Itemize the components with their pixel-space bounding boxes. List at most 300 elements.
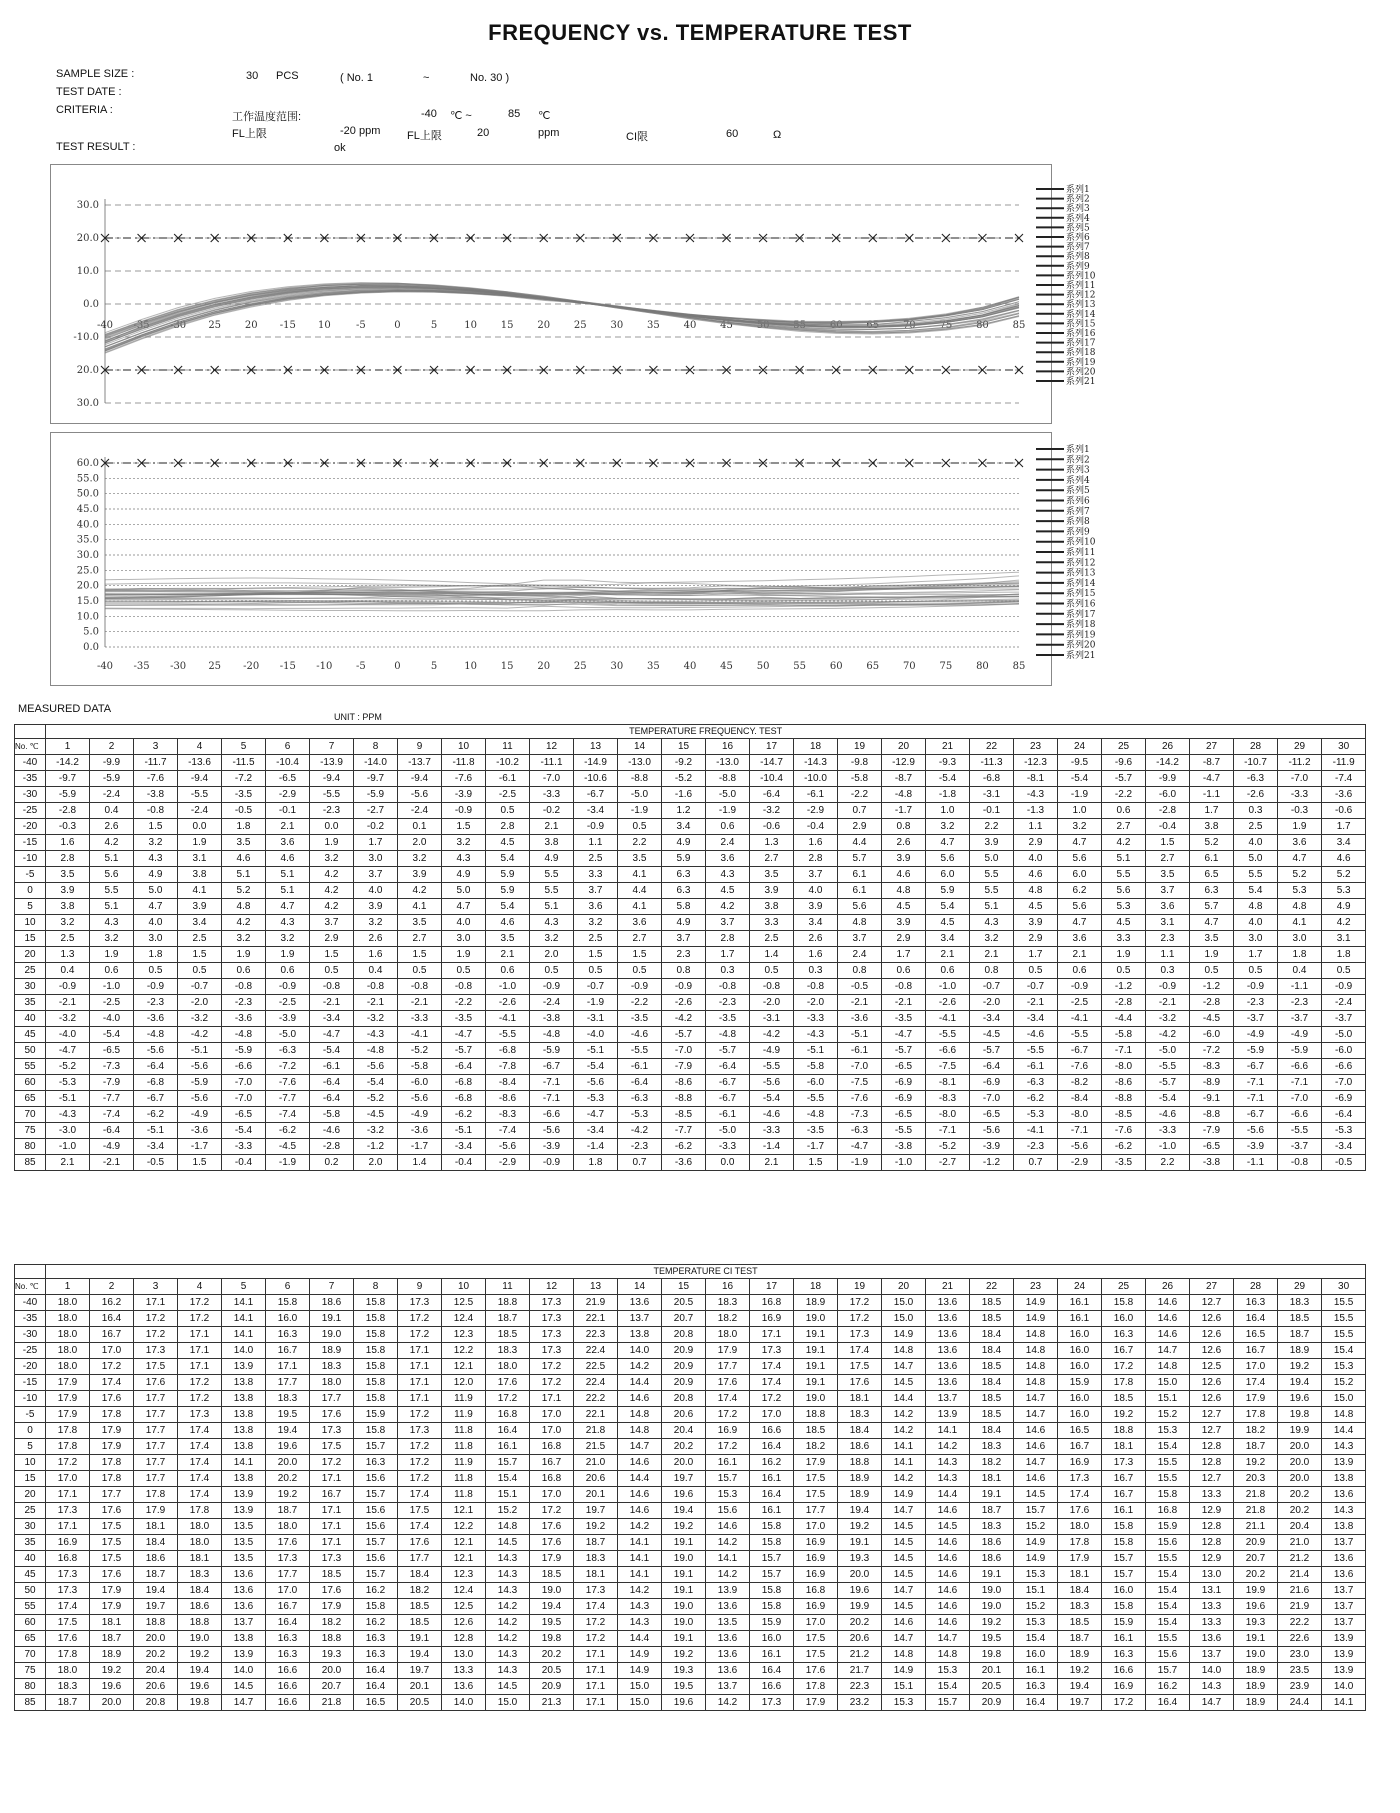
table-cell: -1.0 (90, 979, 134, 995)
table-cell: -2.4 (1322, 995, 1366, 1011)
table-cell: 14.4 (926, 1487, 970, 1503)
table-cell: 17.4 (46, 1599, 90, 1615)
table-cell: 18.2 (398, 1583, 442, 1599)
table-cell: 18.5 (1278, 1311, 1322, 1327)
table-cell: 19.1 (794, 1359, 838, 1375)
table-cell: 17.7 (134, 1471, 178, 1487)
table-cell: 20.8 (662, 1327, 706, 1343)
table-cell: 18.7 (970, 1503, 1014, 1519)
table-cell: -0.9 (618, 979, 662, 995)
table-cell: -3.1 (970, 787, 1014, 803)
table-cell: 3.5 (46, 867, 90, 883)
table-cell: 13.9 (1322, 1455, 1366, 1471)
table-cell: 0.7 (618, 1155, 662, 1171)
table-cell: 3.9 (398, 867, 442, 883)
table-cell: 4.3 (266, 915, 310, 931)
table-cell: 18.2 (1234, 1423, 1278, 1439)
table-cell: 15.9 (1058, 1375, 1102, 1391)
table-cell: 18.4 (970, 1375, 1014, 1391)
column-header: 14 (618, 1279, 662, 1295)
table-cell: 16.4 (354, 1663, 398, 1679)
table-cell: 19.5 (662, 1679, 706, 1695)
table-cell: -5.6 (1058, 1139, 1102, 1155)
table-cell: 5.1 (90, 899, 134, 915)
series-11-line (105, 285, 1019, 338)
table-cell: 17.5 (794, 1487, 838, 1503)
column-header: 29 (1278, 1279, 1322, 1295)
table-cell: 16.3 (1014, 1679, 1058, 1695)
table-cell: 20.5 (662, 1295, 706, 1311)
table-cell: 20.0 (90, 1695, 134, 1711)
table-cell: 15.6 (1146, 1647, 1190, 1663)
table-cell: 14.2 (618, 1359, 662, 1375)
table-cell: 5.4 (1234, 883, 1278, 899)
legend-entry: 系列3 (1066, 465, 1090, 476)
table-cell: -3.9 (266, 1011, 310, 1027)
table-cell: 15.8 (354, 1311, 398, 1327)
table-cell: -4.6 (750, 1107, 794, 1123)
row-temperature: 10 (15, 915, 46, 931)
column-header: 1 (46, 1279, 90, 1295)
table-row (15, 1679, 1366, 1695)
table-cell: -6.4 (706, 1059, 750, 1075)
table-cell: 13.7 (1322, 1599, 1366, 1615)
table-cell: 14.1 (618, 1535, 662, 1551)
table-cell: -3.3 (750, 1123, 794, 1139)
table-cell: -2.3 (1234, 995, 1278, 1011)
column-header: 23 (1014, 1279, 1058, 1295)
table-cell: -6.5 (1190, 1139, 1234, 1155)
table-cell: 20.9 (1234, 1535, 1278, 1551)
x-tick-label: 0 (394, 320, 401, 331)
table-cell: -2.4 (398, 803, 442, 819)
table-cell: 14.5 (882, 1375, 926, 1391)
table-cell: -6.6 (530, 1107, 574, 1123)
table-cell: -5.1 (134, 1123, 178, 1139)
table-cell: -0.8 (882, 979, 926, 995)
y-tick-label: 10.0 (76, 266, 99, 277)
table-cell: 3.7 (354, 867, 398, 883)
table-cell: -2.6 (926, 995, 970, 1011)
table-cell: -9.9 (90, 755, 134, 771)
table-cell: -7.6 (266, 1075, 310, 1091)
table-cell: 13.8 (222, 1423, 266, 1439)
table-cell: 15.7 (750, 1551, 794, 1567)
table-cell: 18.7 (1234, 1439, 1278, 1455)
table-cell: 4.2 (1102, 835, 1146, 851)
table-cell: 18.4 (178, 1583, 222, 1599)
column-header: 4 (178, 1279, 222, 1295)
x-tick-label: 25 (573, 320, 587, 331)
table-cell: 15.5 (1146, 1455, 1190, 1471)
table-cell: 3.5 (398, 915, 442, 931)
table-cell: -7.4 (266, 1107, 310, 1123)
table-cell: 5.4 (926, 899, 970, 915)
table-cell: -8.3 (486, 1107, 530, 1123)
table-cell: 14.1 (882, 1455, 926, 1471)
table-cell: -3.2 (46, 1011, 90, 1027)
table-cell: 16.5 (1058, 1423, 1102, 1439)
table-cell: 18.7 (574, 1535, 618, 1551)
table-cell: 19.0 (662, 1551, 706, 1567)
table-cell: -1.7 (882, 803, 926, 819)
table-cell: 0.5 (486, 803, 530, 819)
table-cell: -5.6 (178, 1059, 222, 1075)
table-cell: 3.9 (1014, 915, 1058, 931)
x-tick-label: 45 (720, 661, 733, 672)
table-cell: 0.6 (222, 963, 266, 979)
table-cell: -5.1 (794, 1043, 838, 1059)
row-temperature: 5 (15, 899, 46, 915)
sample-size-value: 30 (246, 70, 259, 82)
table-cell: -13.0 (706, 755, 750, 771)
table-cell: 16.7 (266, 1343, 310, 1359)
table-cell: 24.4 (1278, 1695, 1322, 1711)
x-tick-label: 40 (683, 320, 697, 331)
table-cell: -5.0 (1322, 1027, 1366, 1043)
table-cell: 17.2 (486, 1391, 530, 1407)
table-cell: -1.2 (354, 1139, 398, 1155)
table-cell: 14.6 (1014, 1471, 1058, 1487)
table-cell: 4.6 (222, 851, 266, 867)
table-cell: 13.3 (1190, 1615, 1234, 1631)
table-cell: 16.2 (90, 1295, 134, 1311)
table-cell: 14.3 (926, 1471, 970, 1487)
table-cell: 3.5 (486, 931, 530, 947)
table-cell: 17.3 (530, 1327, 574, 1343)
table-cell: 5.6 (1058, 851, 1102, 867)
table-caption: TEMPERATURE CI TEST (46, 1265, 1366, 1279)
table-cell: 17.4 (706, 1391, 750, 1407)
x-tick-label: 60 (829, 320, 843, 331)
table-cell: 14.7 (882, 1359, 926, 1375)
row-temperature: -30 (15, 787, 46, 803)
table-cell: 17.6 (486, 1375, 530, 1391)
table-cell: -8.0 (926, 1107, 970, 1123)
table-cell: 19.4 (838, 1503, 882, 1519)
table-cell: 4.5 (882, 899, 926, 915)
table-cell: -3.4 (970, 1011, 1014, 1027)
table-cell: -11.3 (970, 755, 1014, 771)
table-cell: 20.6 (662, 1407, 706, 1423)
table-cell: 14.1 (926, 1423, 970, 1439)
table-cell: 0.3 (1234, 803, 1278, 819)
table-cell: 19.2 (662, 1519, 706, 1535)
table-cell: 15.7 (750, 1567, 794, 1583)
table-cell: 15.6 (706, 1503, 750, 1519)
table-cell: 15.8 (1102, 1519, 1146, 1535)
table-cell: 15.9 (1146, 1519, 1190, 1535)
legend-entry: 系列18 (1066, 620, 1096, 631)
table-cell: 16.0 (1014, 1647, 1058, 1663)
table-cell: 4.7 (926, 835, 970, 851)
table-cell: -6.0 (794, 1075, 838, 1091)
table-cell: -13.9 (310, 755, 354, 771)
table-cell: -2.6 (1234, 787, 1278, 803)
table-cell: 19.2 (1102, 1407, 1146, 1423)
table-cell: 18.1 (970, 1471, 1014, 1487)
table-cell: -8.5 (662, 1107, 706, 1123)
table-cell: -5.1 (838, 1027, 882, 1043)
table-cell: -2.3 (134, 995, 178, 1011)
table-cell: 5.3 (1322, 883, 1366, 899)
table-cell: 13.6 (1190, 1631, 1234, 1647)
table-cell: 17.3 (574, 1583, 618, 1599)
table-cell: 0.2 (310, 1155, 354, 1171)
table-cell: 16.8 (530, 1471, 574, 1487)
table-cell: -5.2 (398, 1043, 442, 1059)
table-cell: 18.3 (1058, 1599, 1102, 1615)
table-cell: 14.4 (618, 1471, 662, 1487)
table-cell: 11.9 (442, 1391, 486, 1407)
table-cell: 6.3 (662, 867, 706, 883)
table-cell: 19.0 (662, 1599, 706, 1615)
table-cell: 16.4 (1146, 1695, 1190, 1711)
table-cell: 17.5 (90, 1535, 134, 1551)
table-cell: 15.7 (354, 1567, 398, 1583)
table-cell: 16.2 (354, 1583, 398, 1599)
table-cell: 5.1 (266, 867, 310, 883)
table-cell: -6.5 (882, 1059, 926, 1075)
column-header: 15 (662, 739, 706, 755)
table-cell: -7.1 (1058, 1123, 1102, 1139)
table-cell: 19.9 (1278, 1423, 1322, 1439)
table-cell: 15.1 (1014, 1583, 1058, 1599)
table-cell: -3.3 (1146, 1123, 1190, 1139)
table-cell: 18.1 (838, 1391, 882, 1407)
table-cell: 16.7 (310, 1487, 354, 1503)
table-cell: 19.8 (530, 1631, 574, 1647)
table-cell: 15.8 (354, 1423, 398, 1439)
table-cell: 18.1 (134, 1519, 178, 1535)
corner-header: No. ℃ (15, 739, 46, 755)
table-cell: 0.5 (618, 819, 662, 835)
table-cell: 4.7 (442, 899, 486, 915)
table-cell: 16.3 (266, 1647, 310, 1663)
table-cell: 21.9 (574, 1295, 618, 1311)
table-cell: 18.0 (706, 1327, 750, 1343)
table-cell: -4.1 (1058, 1011, 1102, 1027)
column-header: 28 (1234, 1279, 1278, 1295)
table-cell: -2.9 (1058, 1155, 1102, 1171)
table-cell: 17.2 (310, 1455, 354, 1471)
table-cell: 16.7 (1234, 1343, 1278, 1359)
table-cell: -6.4 (618, 1075, 662, 1091)
table-cell: 4.0 (1234, 835, 1278, 851)
table-cell: 18.0 (486, 1359, 530, 1375)
y-tick-label: 40.0 (76, 519, 99, 531)
table-cell: 5.1 (222, 867, 266, 883)
column-header: 9 (398, 739, 442, 755)
table-cell: 20.7 (310, 1679, 354, 1695)
table-cell: 14.0 (442, 1695, 486, 1711)
table-row (15, 1615, 1366, 1631)
table-cell: 19.0 (794, 1391, 838, 1407)
table-cell: 15.0 (882, 1311, 926, 1327)
table-cell: -6.8 (970, 771, 1014, 787)
table-cell: 13.6 (1322, 1487, 1366, 1503)
table-cell: 16.4 (750, 1663, 794, 1679)
table-cell: -6.2 (266, 1123, 310, 1139)
table-cell: 17.1 (398, 1375, 442, 1391)
table-cell: 12.7 (1190, 1423, 1234, 1439)
table-cell: 17.1 (178, 1343, 222, 1359)
table-cell: -2.1 (310, 995, 354, 1011)
table-cell: 13.3 (442, 1663, 486, 1679)
table-cell: 5.1 (970, 899, 1014, 915)
table-cell: 3.4 (662, 819, 706, 835)
table-cell: 14.0 (222, 1663, 266, 1679)
table-cell: -0.6 (750, 819, 794, 835)
table-cell: -5.6 (134, 1043, 178, 1059)
table-cell: 16.1 (1102, 1503, 1146, 1519)
table-row (15, 915, 1366, 931)
table-cell: 3.9 (970, 835, 1014, 851)
table-cell: 18.5 (1058, 1615, 1102, 1631)
table-cell: 17.5 (90, 1519, 134, 1535)
table-cell: -2.7 (354, 803, 398, 819)
table-cell: 14.2 (706, 1695, 750, 1711)
table-cell: -9.3 (926, 755, 970, 771)
table-cell: 13.6 (926, 1359, 970, 1375)
table-cell: 20.7 (662, 1311, 706, 1327)
table-cell: 4.7 (1278, 851, 1322, 867)
table-cell: 4.6 (486, 915, 530, 931)
table-cell: 16.7 (90, 1327, 134, 1343)
table-cell: -7.0 (222, 1091, 266, 1107)
table-cell: 14.2 (882, 1471, 926, 1487)
table-cell: 17.1 (310, 1519, 354, 1535)
table-cell: 18.5 (970, 1391, 1014, 1407)
table-cell: 18.6 (970, 1551, 1014, 1567)
table-cell: 17.9 (1058, 1551, 1102, 1567)
table-cell: -1.9 (706, 803, 750, 819)
row-temperature: 45 (15, 1567, 46, 1583)
table-row (15, 1599, 1366, 1615)
table-cell: 20.4 (1278, 1519, 1322, 1535)
table-cell: 20.6 (574, 1471, 618, 1487)
row-temperature: -15 (15, 835, 46, 851)
table-cell: 4.9 (662, 915, 706, 931)
y-tick-label: 15.0 (76, 596, 99, 607)
series-19-line (105, 284, 1019, 336)
row-temperature: -5 (15, 1407, 46, 1423)
legend-entry: 系列11 (1066, 548, 1096, 558)
table-cell: 16.8 (1146, 1503, 1190, 1519)
table-cell: 17.8 (1234, 1407, 1278, 1423)
table-cell: 1.1 (1146, 947, 1190, 963)
table-cell: -5.6 (574, 1075, 618, 1091)
table-row (15, 835, 1366, 851)
table-cell: 1.8 (1322, 947, 1366, 963)
table-cell: 14.5 (926, 1519, 970, 1535)
ci-chart-svg (51, 433, 1096, 685)
table-cell: -4.6 (1014, 1027, 1058, 1043)
table-cell: 16.9 (794, 1551, 838, 1567)
table-cell: 14.9 (1014, 1551, 1058, 1567)
table-cell: 2.1 (750, 1155, 794, 1171)
table-cell: 14.8 (926, 1647, 970, 1663)
corner-header: No. ℃ (15, 1279, 46, 1295)
table-cell: 19.6 (266, 1439, 310, 1455)
table-cell: 16.7 (1102, 1471, 1146, 1487)
table-cell: 3.6 (1278, 835, 1322, 851)
table-cell: -5.8 (310, 1107, 354, 1123)
table-cell: 14.2 (706, 1567, 750, 1583)
table-cell: -5.9 (178, 1075, 222, 1091)
table-cell: -6.7 (1234, 1059, 1278, 1075)
table-cell: -1.7 (398, 1139, 442, 1155)
table-cell: 18.2 (706, 1311, 750, 1327)
table-cell: 18.8 (838, 1455, 882, 1471)
table-cell: 14.3 (486, 1551, 530, 1567)
table-cell: -3.6 (1322, 787, 1366, 803)
table-cell: -2.2 (838, 787, 882, 803)
table-cell: 12.6 (442, 1615, 486, 1631)
table-cell: 5.5 (1102, 867, 1146, 883)
table-cell: -3.5 (222, 787, 266, 803)
table-cell: 3.2 (1058, 819, 1102, 835)
table-cell: 18.2 (970, 1455, 1014, 1471)
table-cell: -2.1 (354, 995, 398, 1011)
column-header: 21 (926, 739, 970, 755)
table-cell: -2.8 (1102, 995, 1146, 1011)
table-cell: 13.9 (926, 1407, 970, 1423)
table-cell: -8.6 (486, 1091, 530, 1107)
ci-limit-label: CI限 (626, 131, 648, 143)
x-tick-label: -15 (279, 661, 296, 672)
table-cell: -6.7 (706, 1091, 750, 1107)
table-cell: 14.7 (926, 1631, 970, 1647)
table-cell: 2.7 (618, 931, 662, 947)
table-cell: 13.7 (1322, 1583, 1366, 1599)
table-cell: -4.1 (486, 1011, 530, 1027)
table-cell: 14.6 (926, 1535, 970, 1551)
table-row (15, 883, 1366, 899)
table-cell: 13.6 (926, 1295, 970, 1311)
table-cell: 4.7 (1058, 915, 1102, 931)
table-cell: 13.5 (222, 1519, 266, 1535)
table-cell: -3.3 (398, 1011, 442, 1027)
row-temperature: -30 (15, 1327, 46, 1343)
frequency-chart (50, 164, 1096, 424)
table-cell: 5.1 (90, 851, 134, 867)
table-cell: 20.9 (662, 1375, 706, 1391)
table-cell: 2.8 (706, 931, 750, 947)
table-cell: -6.0 (1146, 787, 1190, 803)
table-cell: -5.3 (574, 1091, 618, 1107)
table-cell: 19.6 (178, 1679, 222, 1695)
table-cell: 13.5 (222, 1535, 266, 1551)
table-cell: -6.0 (1322, 1043, 1366, 1059)
table-cell: -0.4 (442, 1155, 486, 1171)
table-cell: 4.3 (134, 851, 178, 867)
table-cell: 13.8 (222, 1391, 266, 1407)
table-cell: 19.4 (530, 1599, 574, 1615)
table-cell: 19.7 (134, 1599, 178, 1615)
table-cell: -5.5 (926, 1027, 970, 1043)
table-row (15, 1567, 1366, 1583)
table-cell: 17.8 (1102, 1375, 1146, 1391)
row-temperature: 40 (15, 1011, 46, 1027)
row-temperature: 25 (15, 1503, 46, 1519)
table-cell: 19.2 (1058, 1663, 1102, 1679)
row-temperature: 50 (15, 1043, 46, 1059)
table-cell: 17.7 (134, 1423, 178, 1439)
table-cell: 19.5 (530, 1615, 574, 1631)
table-cell: 17.4 (574, 1599, 618, 1615)
table-row (15, 1139, 1366, 1155)
